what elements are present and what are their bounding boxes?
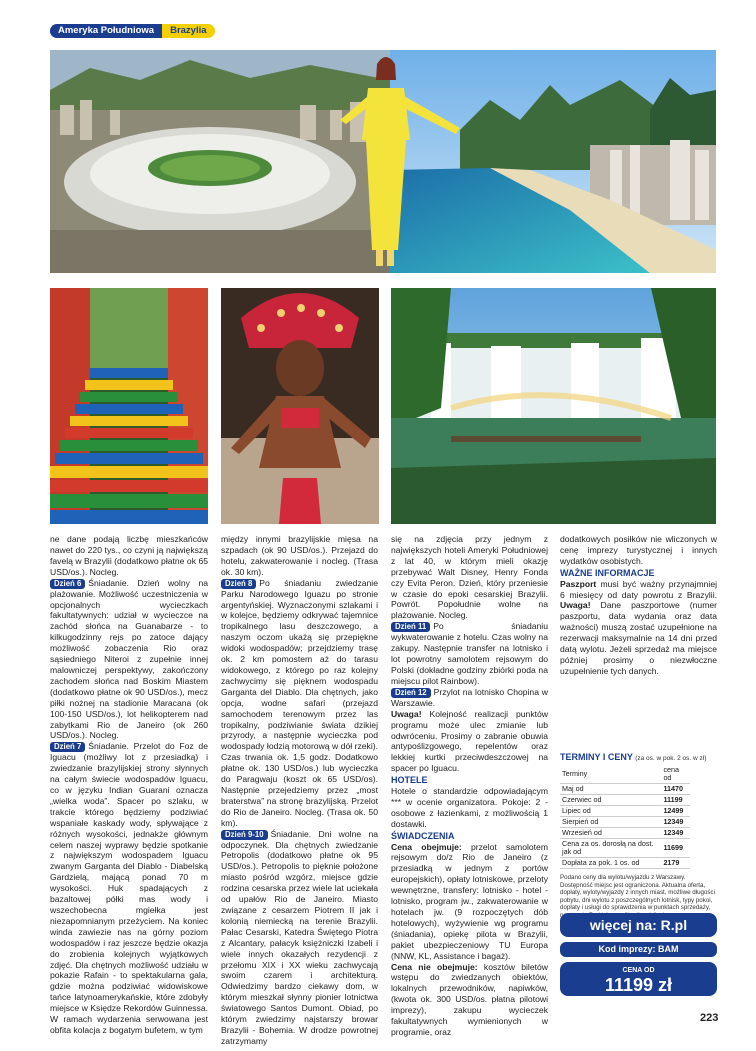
row-price: 12349 <box>661 828 690 839</box>
itinerary-col-2 <box>221 534 378 1047</box>
day-badge-6: Dzień 6 <box>50 579 85 589</box>
price-note: Podano ceny dla wylotu/wyjazdu z Warszawy. Dostępność miejsc jest ograniczona. Aktualna oferta, dopłaty, wyloty/wyjazdy z innych miast, możliwe długości pobytu, dni wylotu z poszczególnych lotnisk, typy pokoi, dopłaty i usługi do sprawdzenia w punktach sprzedaży, <box>560 874 715 912</box>
info-col-4 <box>560 534 717 677</box>
section-heading-swiadczenia: ŚWIADCZENIA <box>391 830 455 841</box>
row-term: Sierpień od <box>560 817 661 828</box>
paszport-label: Paszport <box>560 578 597 589</box>
price-subtitle: (za os. w pok. 2 os. w zł) <box>635 755 707 762</box>
breadcrumb-country[interactable]: Brazylia <box>162 24 214 38</box>
row-price: 11699 <box>661 839 690 858</box>
price-box <box>560 752 717 920</box>
uwaga-label-2: Uwaga! <box>560 600 591 611</box>
day-badge-12: Dzień 12 <box>391 688 431 698</box>
row-term: Wrzesień od <box>560 828 661 839</box>
price-title: TERMINY I CENY <box>560 752 633 762</box>
uwaga-text: Kolejność realizacji punktów programu może ulec zmianie lub odwróceniu. Prosimy o zabranie obuwia antypoślizgowego, repelentów oraz lekkiej kurtki przeciwdeszczowej na spacer po Iguacu. <box>391 708 549 774</box>
table-row <box>560 784 690 795</box>
price-table <box>560 765 690 869</box>
table-row <box>560 858 690 869</box>
table-row <box>560 817 690 828</box>
header-price: cena od <box>661 765 690 784</box>
hero-photo-rio <box>50 50 716 273</box>
uwaga-text-2: Dane paszportowe (numer paszportu, data wydania oraz data ważności) muszą zostać uzupełnione na rezerwacji maksymalnie na 14 dni przed datą wylotu. Jeżeli sprzedaż ma miejsce później prosimy o niezwłoczne uzupełnienie tych danych. <box>560 600 717 676</box>
day-badge-8: Dzień 8 <box>221 579 256 589</box>
paszport-text: musi być ważny przynajmniej 6 miesięcy od daty powrotu z Brazylii. <box>560 578 718 600</box>
photo-iguazu-falls <box>391 288 716 524</box>
section-heading-hotele: HOTELE <box>391 775 428 786</box>
row-term: Cena za os. dorosłą na dost. jak od <box>560 839 661 858</box>
trip-code-badge: Kod imprezy: BAM <box>560 942 717 957</box>
day-12-text: Przylot na lotnisko Chopina w Warszawie. <box>391 686 548 708</box>
photo-colorful-steps <box>50 288 208 524</box>
day-badge-7: Dzień 7 <box>50 742 85 752</box>
page-number: 223 <box>700 1012 719 1024</box>
day-9-10-text: Śniadanie. Dni wolne na odpoczynek. Dla chętnych zwiedzanie Petropolis (dodatkowo płatne ok 95 USD/os.). Petropolis to pięknie położone miasto pośród wzgórz, miejsce gdzie rodzina cesarska przez wiele lat uciekała od upałów Rio de Janeiro. Miasto związane z cesarzem Piotrem II jak i kolonią niemiecką na terenie Brazylii. Pałac Cesarski, Katedra Świętego Piotra z Alcantary, pałacyk księżniczki Izabeli i wiele innych okazałych rezydencji z przełomu XIX i XX wieku zachwycają swoim czarem i architekturą. Odwiedzimy bardzo ciekawy dom, w którym mieszkał słynny pionier lotnictwa światowego Santos Dumont. Obiad, po którym zwiedzimy najstarszy browar Brazylii - Bohemia. W drodze powrotnej zatrzymamy <box>221 828 378 1046</box>
breadcrumb <box>50 24 215 38</box>
row-term: Lipiec od <box>560 806 661 817</box>
cena-nie-obejmuje-text: kosztów biletów wstępu do zwiedzanych obiektów, lokalnych przewodników, napiwków, (kwota ok. 300 USD/os. płatna pilotowi imprezy), zakupu wycieczek fakultatywnych wymienionych w programie, oraz <box>391 961 548 1037</box>
day-7-text: Śniadanie. Przelot do Foz de Iguacu (możliwy lot z przesiadką) i zwiedzanie brazylijskiej strony słynnych na całym świecie wodospadów Iguacu, co w języku Indian Guarani oznacza „wielka woda”. Spacer po szlaku, w trakcie którego będziemy podziwiać wspaniałe kaskady wody, spływające z różnych wysokości, jednakże głównym celem naszej wyprawy będzie spotkanie z największym wodospadem Iguacu zwanym Garganta del Diablo - Diabelską Gardzielą, mającą ponad 70 m wysokości. Huk spadających z bazaltowej półki mas wody i wszechobecna mgiełka jest niezapomnianym przeżyciem. Na koniec winda zawiezie nas na górny poziom wodospadów i raz jeszcze będzie okazja do zrobienia kolejnych wyjątkowych zdjęć. Dla chętnych możliwość udziału w pokazie Rafain - to spektakularna gala, gdzie można podziwiać widowiskowe tańce latynoamerykańskie, które zdobyły miejsce w Księdze Rekordów Guinnessa. W ramach wydarzenia serwowana jest obfita kolacja z bogatym bufetem, w tym <box>50 741 208 1035</box>
row-term: Maj od <box>560 784 661 795</box>
row-term: Czerwiec od <box>560 795 661 806</box>
price-from-value: 11199 zł <box>604 975 673 995</box>
itinerary-col-1 <box>50 534 208 1036</box>
day-badge-9-10: Dzień 9-10 <box>221 830 268 840</box>
price-from-label: CENA OD <box>622 967 655 974</box>
day-11-text: Po śniadaniu wykwaterowanie z hotelu. Czas wolny na zakupy. Następnie transfer na lotnisko i lot powrotny samolotem rejsowym do Polski (dokładne godziny zbiórki poda na miejscu pilot Rainbow). <box>391 621 548 686</box>
row-term: Dopłata za pok. 1 os. od <box>560 858 661 869</box>
hotele-text: Hotele o standardzie odpowiadającym *** w ocenie organizatora. Pokoje: 2 - osobowe z łazienkami, z możliwością 1 dostawki. <box>391 786 548 829</box>
cena-obejmuje-label: Cena obejmuje: <box>391 841 462 852</box>
table-row <box>560 795 690 806</box>
table-row <box>560 828 690 839</box>
text-paragraph: ne dane podają liczbę mieszkańców nawet do 220 tys., co czyni ją największą favelą w Brazylii (dodatkowo płatne ok 65 USD/os.). Nocleg. <box>50 534 208 577</box>
text-paragraph: między innymi brazylijskie mięsa na szpadach (ok 90 USD/os.). Przejazd do hotelu, zakwaterowanie i nocleg. (Trasa ok. 30 km). <box>221 534 378 577</box>
day-6-text: Śniadanie. Dzień wolny na plażowanie. Możliwość uczestniczenia w opcjonalnych wycieczkach fakultatywnych: udział w wycieczce na zachód słońca na Guanabarze - to kilkugodzinny rejs po zatoce dający możliwość zobaczenia Rio oraz sąsiedniego Niteroi z zupełnie innej malowniczej perspektywy, zakończony zachodem słońca nad Boskim Miastem (dodatkowo płatne ok 90 USD/os.), mecz piłki nożnej na stadionie Maracana (ok 100-150 USD/os.), lot helikopterem nad zabytkami Rio de Janeiro (ok 260 USD/os.). Nocleg. <box>50 577 208 741</box>
uwaga-label: Uwaga! <box>391 708 422 719</box>
text-paragraph: dodatkowych posiłków nie wliczonych w cenę imprezy turystycznej i innych wydatków osobistych. <box>560 534 717 566</box>
row-price: 2179 <box>661 858 690 869</box>
cena-obejmuje-text: przelot samolotem rejsowym do/z Rio de Janeiro (z przesiadką w jednym z portów europejskich), opłaty lotniskowe, przeloty wewnętrzne, transfery: lotnisko - hotel - lotnisko, program jw., zakwaterowanie w hotelach jw. (9 rozpoczętych dób hotelowych), wyżywienie wg programu (śniadania), opiekę pilota w Brazylii, pakiet ubezpieczeniowy TU Europa (NNW, KL, Assistance i bagaż). <box>391 841 548 961</box>
text-paragraph: się na zdjęcia przy jednym z największych hoteli Ameryki Południowej z lat 40, w którym mieli okazję przebywać Walt Disney, Henry Fonda czy Evita Peron. Dzień, który przeniesie w czasie do epoki cesarskiej Brazylii. Powrót. Popołudnie wolne na plażowanie. Nocleg. <box>391 534 548 621</box>
row-price: 11470 <box>661 784 690 795</box>
table-row <box>560 806 690 817</box>
itinerary-col-3 <box>391 534 548 1038</box>
row-price: 11199 <box>661 795 690 806</box>
row-price: 12499 <box>661 806 690 817</box>
row-price: 12349 <box>661 817 690 828</box>
header-term: Terminy <box>560 765 661 784</box>
day-badge-11: Dzień 11 <box>391 622 430 632</box>
section-heading-wazne: WAŻNE INFORMACJE <box>560 567 655 578</box>
more-link-button[interactable]: więcej na: R.pl <box>560 913 717 937</box>
price-from-box[interactable] <box>560 962 717 996</box>
day-8-text: Po śniadaniu zwiedzanie Parku Narodowego Iguazu po stronie argentyńskiej. Wyznaczonymi szlakami i w kolejce, będziemy odkrywać tajemnice tropikalnego lasu deszczowego, a naszym oczom ukażą się przepiękne widoki wodospadów; przejdziemy trasę ok. 2 km pomostem aż do tarasu widokowego, z którego po raz kolejny zachwycimy się pięknem wodospadu Garganta del Diablo. Dla chętnych, jako opcja, wodne safari (przejazd samochodem terenowym przez las tropikalny, podziwianie świata dzikiej przyrody, a następnie wycieczka pod wodospady łodzią motorową w dół rzeki). Czas trwania ok. 1,5 godz. Dodatkowo płatne ok. 130 USD/os.) lub wycieczka do Paragwaju (koszt ok 65 USD/os). Następnie przejedziemy przez „most braterstwa” na stronę brazylijską. Przelot do Rio de Janeiro. Nocleg. (Trasa ok. 50 km). <box>221 577 378 828</box>
table-header-row <box>560 765 690 784</box>
cena-nie-obejmuje-label: Cena nie obejmuje: <box>391 961 478 972</box>
table-row <box>560 839 690 858</box>
breadcrumb-region[interactable]: Ameryka Południowa <box>50 24 162 38</box>
photo-samba-dancer <box>221 288 379 524</box>
